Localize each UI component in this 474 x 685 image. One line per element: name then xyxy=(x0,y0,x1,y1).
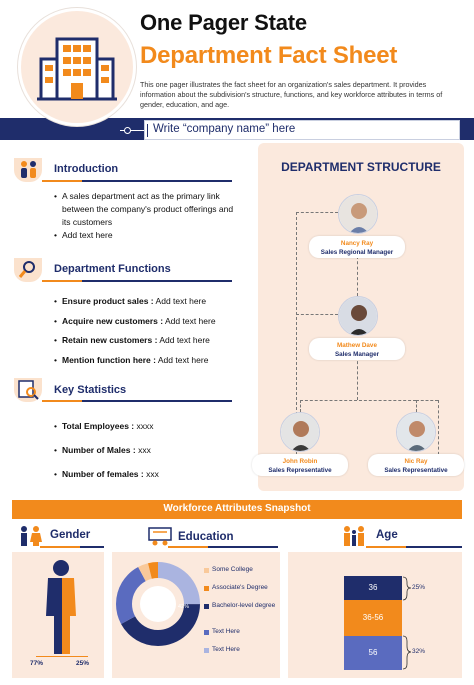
graduation-icon xyxy=(146,524,174,553)
page-title-line1: One Pager State xyxy=(140,10,307,35)
avatar xyxy=(280,412,320,452)
legend-item: Some College xyxy=(204,566,278,584)
education-rule xyxy=(168,546,278,548)
analytics-icon xyxy=(14,378,42,402)
age-bar: 36-56 xyxy=(344,600,402,636)
introduction-title: Introduction xyxy=(54,163,119,175)
org-node: Nancy Ray Sales Regional Manager xyxy=(309,236,405,258)
org-connector xyxy=(300,400,416,401)
avatar xyxy=(396,412,436,452)
key-statistics-list xyxy=(54,414,254,486)
age-bar: 56 xyxy=(344,636,402,670)
page-description: This one pager illustrates the fact sheet for an organization's sales department. It provides information about the subdivision's structure, functions, and key workforce attributes in terms of gender, education, and age. xyxy=(140,80,443,109)
slice-label: 25% xyxy=(146,612,158,618)
list-item: • Ensure product sales : Add text here xyxy=(54,292,254,312)
building-icon xyxy=(21,11,133,123)
org-connector xyxy=(357,356,358,400)
slice-label: 42% xyxy=(178,604,190,610)
introduction-list xyxy=(54,190,234,242)
org-connector xyxy=(357,256,358,296)
legend-item: Bachelor-level degree xyxy=(204,602,278,628)
female-percent: 25% xyxy=(76,660,90,667)
gender-icon xyxy=(16,524,44,553)
avatar xyxy=(338,194,378,234)
education-donut xyxy=(116,562,200,646)
org-connector xyxy=(416,400,438,401)
avatar xyxy=(338,296,378,336)
gender-title: Gender xyxy=(50,529,91,541)
age-annotation: 32% xyxy=(412,648,426,655)
male-percent: 77% xyxy=(30,660,44,667)
workforce-title: Workforce Attributes Snapshot xyxy=(12,500,462,518)
org-node: Nic Ray Sales Representative xyxy=(368,454,464,476)
org-connector xyxy=(296,212,338,213)
age-annotation: 25% xyxy=(412,584,426,591)
gender-baseline xyxy=(36,656,88,657)
list-item: • Retain new customers : Add text here xyxy=(54,331,254,351)
department-structure-title: DEPARTMENT STRUCTURE xyxy=(281,160,441,174)
people-icon xyxy=(14,158,42,182)
education-legend xyxy=(204,566,278,664)
key-statistics-title: Key Statistics xyxy=(54,384,127,396)
connector-dot xyxy=(124,127,131,134)
org-connector xyxy=(300,400,301,412)
list-item: • Number of Males : xxx xyxy=(54,438,254,462)
age-bar: 36 xyxy=(344,576,402,600)
list-item: • Total Employees : xxxx xyxy=(54,414,254,438)
key-statistics-rule xyxy=(42,400,232,402)
company-name-field[interactable]: Write “company name” here xyxy=(144,120,460,140)
legend-item: Associate's Degree xyxy=(204,584,278,602)
slice-label: 25% xyxy=(146,594,158,600)
functions-list xyxy=(54,292,254,370)
search-gear-icon xyxy=(14,258,42,282)
workforce-rule xyxy=(12,517,462,519)
list-item: • Acquire new customers : Add text here xyxy=(54,312,254,332)
legend-item: Text Here xyxy=(204,646,278,664)
age-brackets xyxy=(402,576,412,670)
gender-rule xyxy=(40,546,104,548)
list-item: • Mention function here : Add text here xyxy=(54,351,254,371)
family-icon xyxy=(340,524,368,553)
org-node: Mathew Dave Sales Manager xyxy=(309,338,405,360)
org-node: John Robin Sales Representative xyxy=(252,454,348,476)
education-title: Education xyxy=(178,531,234,543)
page-title-line2: Department Fact Sheet xyxy=(140,42,398,69)
functions-rule xyxy=(42,280,232,282)
org-connector xyxy=(438,400,439,460)
building-icon-circle xyxy=(18,8,136,126)
org-connector xyxy=(416,400,417,412)
list-item: • Number of females : xxx xyxy=(54,462,254,486)
age-rule xyxy=(366,546,462,548)
legend-item: Text Here xyxy=(204,628,278,646)
gender-figure xyxy=(36,558,86,663)
list-item: • Add text here xyxy=(54,229,234,242)
list-item: • A sales department act as the primary link between the company's product offerings and its customers xyxy=(54,190,234,229)
org-connector xyxy=(296,314,338,315)
introduction-rule xyxy=(42,180,232,182)
functions-title: Department Functions xyxy=(54,263,171,275)
age-title: Age xyxy=(376,529,398,541)
